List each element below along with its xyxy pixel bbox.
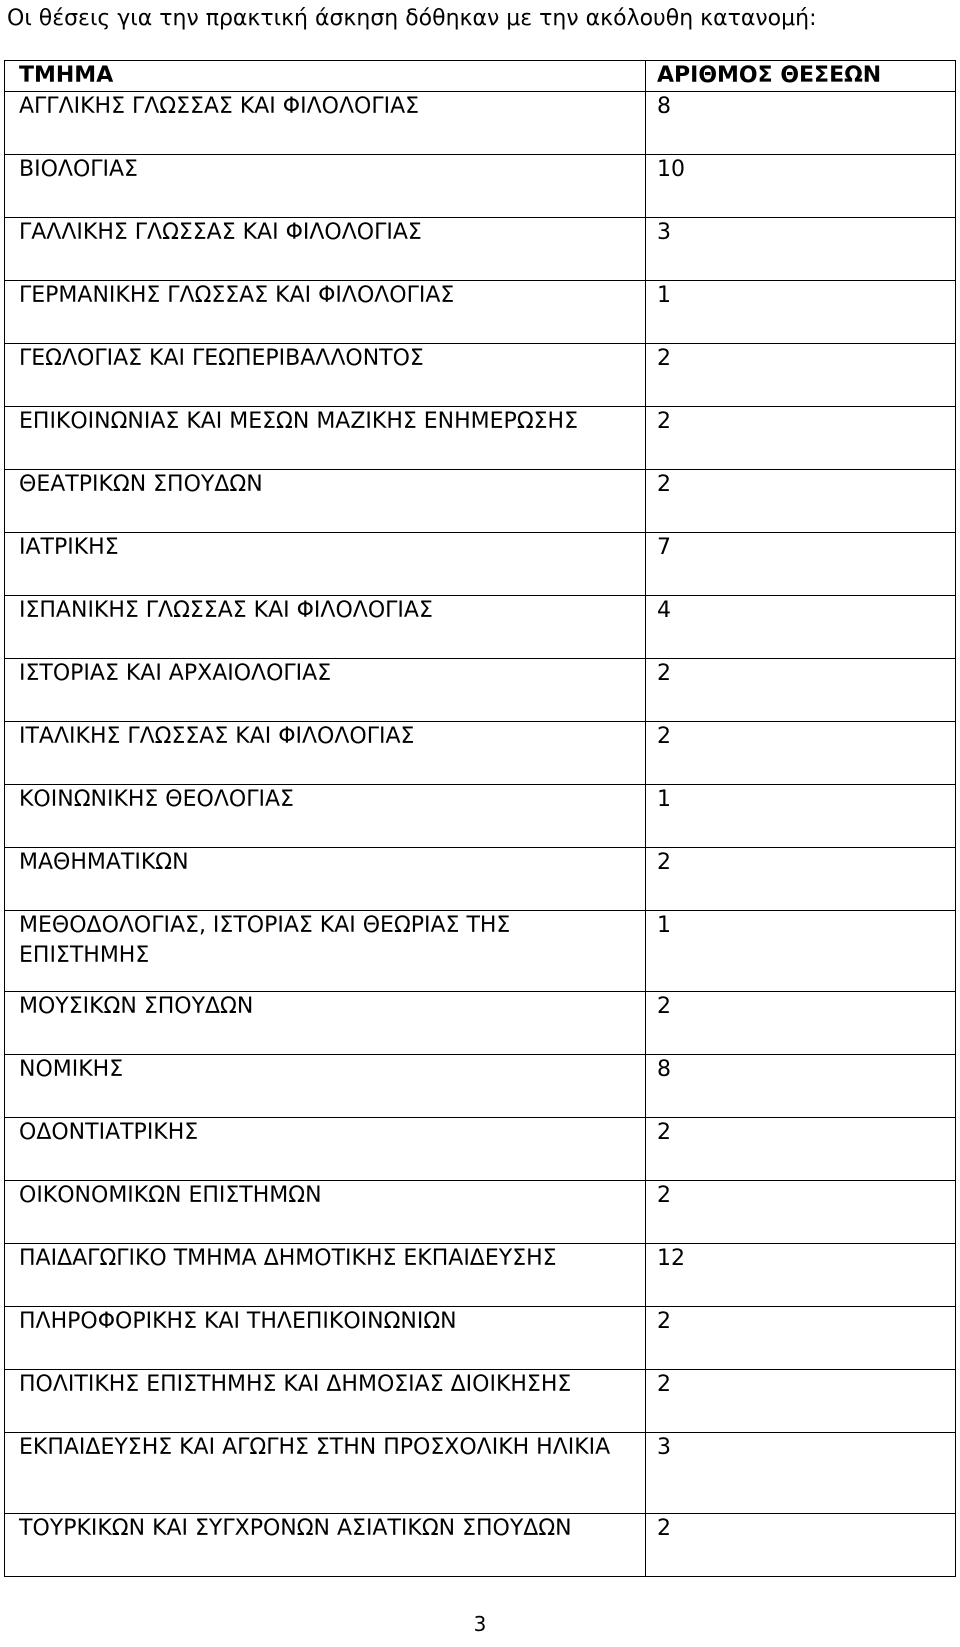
seats-cell: 3 bbox=[646, 1433, 956, 1514]
department-cell: ΜΟΥΣΙΚΩΝ ΣΠΟΥΔΩΝ bbox=[5, 992, 646, 1055]
seats-cell: 1 bbox=[646, 785, 956, 848]
seats-cell: 2 bbox=[646, 1514, 956, 1577]
seats-cell: 3 bbox=[646, 218, 956, 281]
table-row bbox=[5, 1118, 956, 1181]
table-row bbox=[5, 407, 956, 470]
seats-cell: 2 bbox=[646, 344, 956, 407]
seats-cell: 8 bbox=[646, 1055, 956, 1118]
department-cell: ΓΕΩΛΟΓΙΑΣ ΚΑΙ ΓΕΩΠΕΡΙΒΑΛΛΟΝΤΟΣ bbox=[5, 344, 646, 407]
table-row bbox=[5, 659, 956, 722]
department-cell: ΒΙΟΛΟΓΙΑΣ bbox=[5, 155, 646, 218]
seats-cell: 2 bbox=[646, 848, 956, 911]
table-row bbox=[5, 470, 956, 533]
department-cell: ΠΑΙΔΑΓΩΓΙΚΟ ΤΜΗΜΑ ΔΗΜΟΤΙΚΗΣ ΕΚΠΑΙΔΕΥΣΗΣ bbox=[5, 1244, 646, 1307]
table-row bbox=[5, 533, 956, 596]
table-row bbox=[5, 992, 956, 1055]
table-row bbox=[5, 1244, 956, 1307]
seats-cell: 12 bbox=[646, 1244, 956, 1307]
department-cell: ΙΣΠΑΝΙΚΗΣ ΓΛΩΣΣΑΣ ΚΑΙ ΦΙΛΟΛΟΓΙΑΣ bbox=[5, 596, 646, 659]
seats-cell: 2 bbox=[646, 659, 956, 722]
department-cell: ΑΓΓΛΙΚΗΣ ΓΛΩΣΣΑΣ ΚΑΙ ΦΙΛΟΛΟΓΙΑΣ bbox=[5, 92, 646, 155]
department-cell: ΓΑΛΛΙΚΗΣ ΓΛΩΣΣΑΣ ΚΑΙ ΦΙΛΟΛΟΓΙΑΣ bbox=[5, 218, 646, 281]
table-row bbox=[5, 785, 956, 848]
department-cell: ΟΔΟΝΤΙΑΤΡΙΚΗΣ bbox=[5, 1118, 646, 1181]
seats-cell: 2 bbox=[646, 992, 956, 1055]
department-cell: ΠΟΛΙΤΙΚΗΣ ΕΠΙΣΤΗΜΗΣ ΚΑΙ ΔΗΜΟΣΙΑΣ ΔΙΟΙΚΗΣΗΣ bbox=[5, 1370, 646, 1433]
department-cell: ΜΕΘΟΔΟΛΟΓΙΑΣ, ΙΣΤΟΡΙΑΣ ΚΑΙ ΘΕΩΡΙΑΣ ΤΗΣ ΕΠΙΣΤΗΜΗΣ bbox=[5, 911, 646, 992]
table-row bbox=[5, 218, 956, 281]
department-cell: ΠΛΗΡΟΦΟΡΙΚΗΣ ΚΑΙ ΤΗΛΕΠΙΚΟΙΝΩΝΙΩΝ bbox=[5, 1307, 646, 1370]
seats-allocation-table bbox=[4, 60, 956, 1577]
seats-column-header: ΑΡΙΘΜΟΣ ΘΕΣΕΩΝ bbox=[646, 61, 956, 92]
table-row bbox=[5, 596, 956, 659]
table-row bbox=[5, 1514, 956, 1577]
seats-cell: 2 bbox=[646, 470, 956, 533]
seats-cell: 1 bbox=[646, 911, 956, 992]
table-row bbox=[5, 911, 956, 992]
department-cell: ΙΑΤΡΙΚΗΣ bbox=[5, 533, 646, 596]
seats-cell: 2 bbox=[646, 1370, 956, 1433]
department-cell: ΤΟΥΡΚΙΚΩΝ ΚΑΙ ΣΥΓΧΡΟΝΩΝ ΑΣΙΑΤΙΚΩΝ ΣΠΟΥΔΩΝ bbox=[5, 1514, 646, 1577]
department-column-header: ΤΜΗΜΑ bbox=[5, 61, 646, 92]
department-cell: ΕΚΠΑΙΔΕΥΣΗΣ ΚΑΙ ΑΓΩΓΗΣ ΣΤΗΝ ΠΡΟΣΧΟΛΙΚΗ ΗΛΙΚΙΑ bbox=[5, 1433, 646, 1514]
seats-cell: 2 bbox=[646, 1118, 956, 1181]
table-row bbox=[5, 155, 956, 218]
table-row bbox=[5, 1370, 956, 1433]
department-cell: ΓΕΡΜΑΝΙΚΗΣ ΓΛΩΣΣΑΣ ΚΑΙ ΦΙΛΟΛΟΓΙΑΣ bbox=[5, 281, 646, 344]
seats-cell: 2 bbox=[646, 1181, 956, 1244]
table-row bbox=[5, 344, 956, 407]
page-intro: Οι θέσεις για την πρακτική άσκηση δόθηκαν με την ακόλουθη κατανομή: bbox=[7, 6, 817, 31]
table-row bbox=[5, 1307, 956, 1370]
department-cell: ΝΟΜΙΚΗΣ bbox=[5, 1055, 646, 1118]
department-cell: ΜΑΘΗΜΑΤΙΚΩΝ bbox=[5, 848, 646, 911]
table-header-row bbox=[5, 61, 956, 92]
seats-cell: 4 bbox=[646, 596, 956, 659]
seats-cell: 1 bbox=[646, 281, 956, 344]
table-row bbox=[5, 722, 956, 785]
department-cell: ΟΙΚΟΝΟΜΙΚΩΝ ΕΠΙΣΤΗΜΩΝ bbox=[5, 1181, 646, 1244]
table-row bbox=[5, 92, 956, 155]
table-row bbox=[5, 1433, 956, 1514]
department-cell: ΙΣΤΟΡΙΑΣ ΚΑΙ ΑΡΧΑΙΟΛΟΓΙΑΣ bbox=[5, 659, 646, 722]
seats-cell: 2 bbox=[646, 1307, 956, 1370]
seats-cell: 2 bbox=[646, 722, 956, 785]
page-number: 3 bbox=[473, 1612, 487, 1636]
table-row bbox=[5, 1055, 956, 1118]
table-row bbox=[5, 848, 956, 911]
seats-cell: 7 bbox=[646, 533, 956, 596]
seats-cell: 8 bbox=[646, 92, 956, 155]
department-cell: ΙΤΑΛΙΚΗΣ ΓΛΩΣΣΑΣ ΚΑΙ ΦΙΛΟΛΟΓΙΑΣ bbox=[5, 722, 646, 785]
department-cell: ΕΠΙΚΟΙΝΩΝΙΑΣ ΚΑΙ ΜΕΣΩΝ ΜΑΖΙΚΗΣ ΕΝΗΜΕΡΩΣΗΣ bbox=[5, 407, 646, 470]
department-cell: ΘΕΑΤΡΙΚΩΝ ΣΠΟΥΔΩΝ bbox=[5, 470, 646, 533]
table-row bbox=[5, 281, 956, 344]
seats-cell: 10 bbox=[646, 155, 956, 218]
seats-cell: 2 bbox=[646, 407, 956, 470]
table-row bbox=[5, 1181, 956, 1244]
department-cell: ΚΟΙΝΩΝΙΚΗΣ ΘΕΟΛΟΓΙΑΣ bbox=[5, 785, 646, 848]
